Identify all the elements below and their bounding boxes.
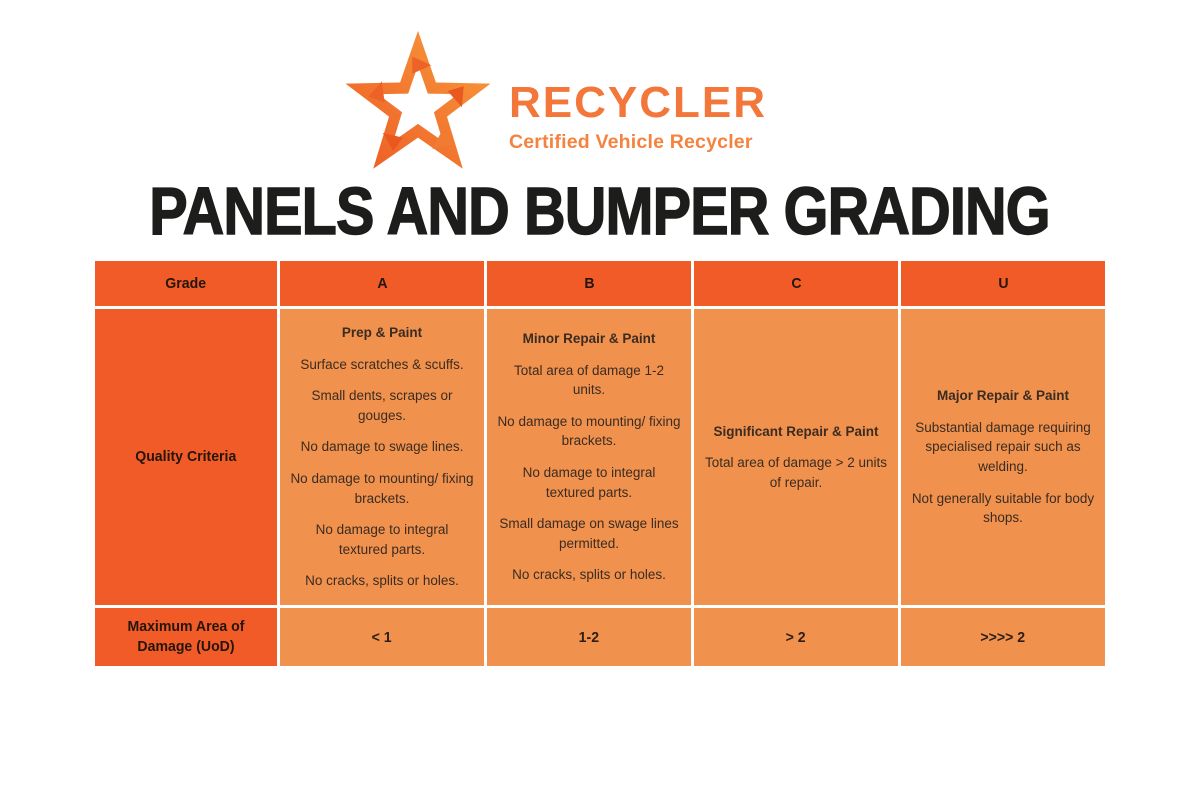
max-damage-grade-a [280, 608, 484, 666]
col-header-grade-c [694, 261, 898, 306]
max-damage-label-text: Maximum Area of Damage (UoD) [127, 617, 245, 655]
max-damage-grade-c [694, 608, 898, 666]
max-damage-grade-u [901, 608, 1105, 666]
col-header-grade [95, 261, 277, 306]
criteria-heading-b: Minor Repair & Paint [522, 331, 656, 347]
grade-b-text: B [583, 275, 595, 292]
col-header-grade-b [487, 261, 691, 306]
col-header-grade-text: Grade [165, 275, 207, 292]
criteria-cell-grade-u [901, 309, 1105, 605]
criteria-text: Substantial damage requiring specialised repair such as welding. [915, 419, 1091, 474]
page-title-text: PANELS AND BUMPER GRADING [149, 174, 1051, 249]
criteria-text: No cracks, splits or holes. [305, 573, 459, 589]
criteria-heading-u: Major Repair & Paint [936, 388, 1070, 404]
grading-table [95, 261, 1105, 666]
criteria-text: No damage to mounting/ fixing brackets. [497, 413, 681, 449]
max-damage-grade-b [487, 608, 691, 666]
max-damage-a-text: < 1 [371, 628, 393, 646]
col-header-grade-u [901, 261, 1105, 306]
page-title [0, 174, 1200, 249]
grade-c-text: C [790, 275, 802, 292]
criteria-text: Total area of damage > 2 units of repair. [705, 455, 887, 490]
criteria-text: Not generally suitable for body shops. [911, 490, 1095, 526]
row-label-max-damage [95, 608, 277, 666]
brand-tagline: Certified Vehicle Recycler [508, 130, 753, 153]
criteria-text: No damage to swage lines. [300, 439, 464, 455]
grade-a-text: A [376, 275, 388, 292]
criteria-text: Total area of damage 1-2 units. [513, 362, 665, 398]
grade-u-text: U [997, 275, 1009, 292]
criteria-heading-a: Prep & Paint [341, 325, 423, 341]
col-header-grade-a [280, 261, 484, 306]
quality-criteria-label-text: Quality Criteria [135, 447, 237, 465]
criteria-text: No damage to integral textured parts. [315, 522, 449, 557]
criteria-text: No damage to mounting/ fixing brackets. [290, 471, 474, 506]
max-damage-b-text: 1-2 [578, 628, 600, 646]
max-damage-c-text: > 2 [785, 628, 807, 646]
brand-name: RECYCLER [508, 78, 768, 128]
criteria-cell-grade-a [280, 309, 484, 605]
row-label-quality-criteria [95, 309, 277, 605]
criteria-text: Small dents, scrapes or gouges. [311, 388, 453, 423]
criteria-text: Surface scratches & scuffs. [300, 356, 464, 372]
logo [0, 24, 1152, 176]
recycling-star-icon [337, 24, 499, 176]
criteria-text: No cracks, splits or holes. [512, 567, 666, 583]
max-damage-u-text: >>>> 2 [980, 628, 1026, 646]
criteria-heading-c: Significant Repair & Paint [713, 423, 879, 439]
criteria-cell-grade-c [694, 309, 898, 605]
criteria-cell-grade-b [487, 309, 691, 605]
logo-text [509, 80, 767, 153]
criteria-text: No damage to integral textured parts. [522, 465, 656, 500]
criteria-text: Small damage on swage lines permitted. [499, 516, 679, 551]
